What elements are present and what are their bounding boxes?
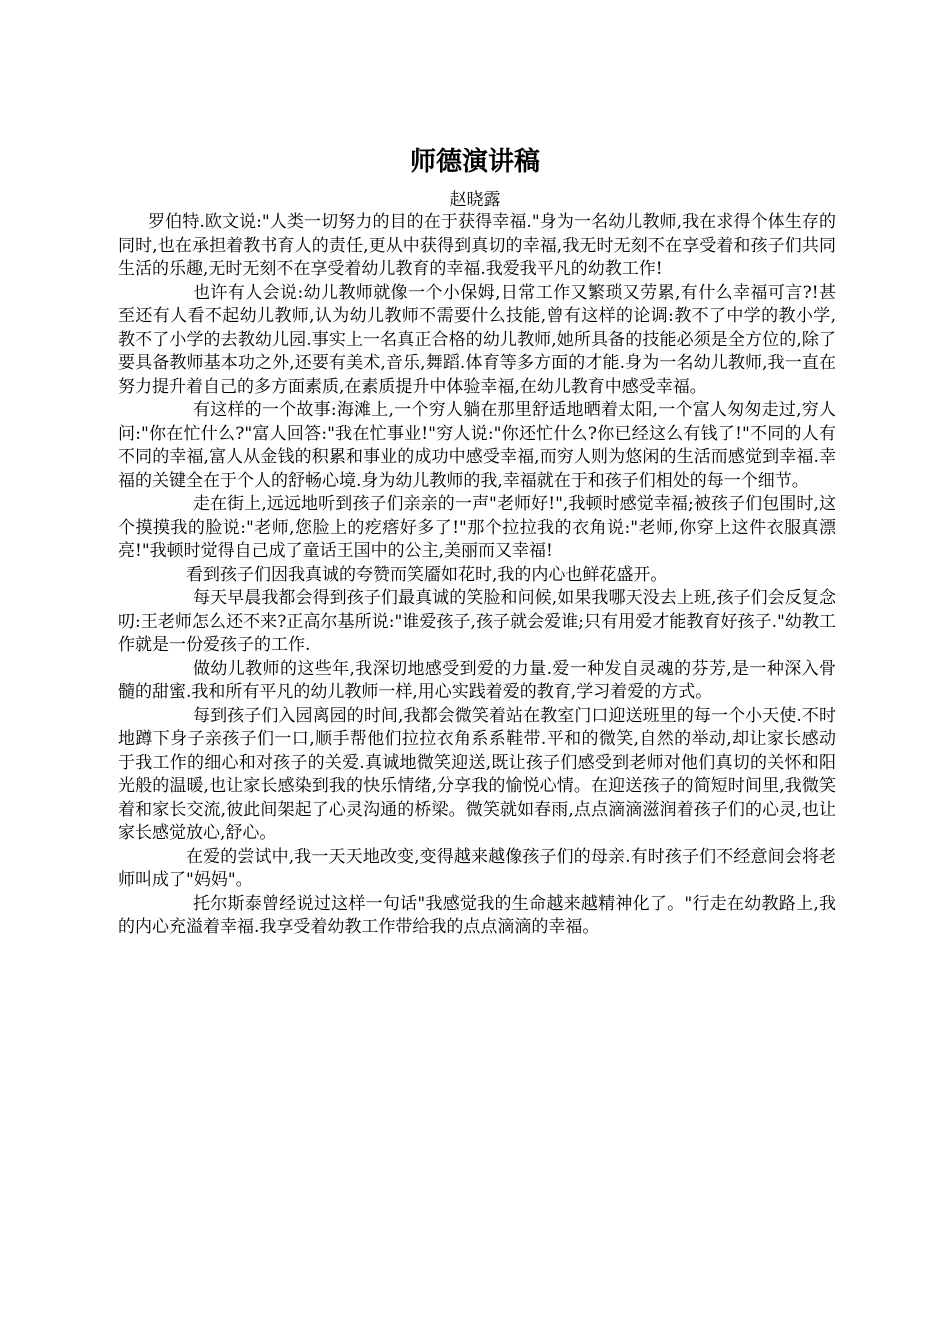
paragraph-9: 在爱的尝试中,我一天天地改变,变得越来越像孩子们的母亲.有时孩子们不经意间会将老师叫成了"妈妈"。 (118, 846, 836, 890)
paragraph-2: 也许有人会说:幼儿教师就像一个小保姆,日常工作又繁琐又劳累,有什么幸福可言?!甚至还有人看不起幼儿教师,认为幼儿教师不需要什么技能,曾有这样的论调:教不了中学的教小学,教不了小学的去教幼儿园.事实上一名真正合格的幼儿教师,她所具备的技能必须是全方位的,除了要具备教师基本功之外,还要有美术,音乐,舞蹈.体育等多方面的才能.身为一名幼儿教师,我一直在努力提升着自己的多方面素质,在素质提升中体验幸福,在幼儿教育中感受幸福。 (118, 282, 836, 397)
paragraph-7: 做幼儿教师的这些年,我深切地感受到爱的力量.爱一种发自灵魂的芬芳,是一种深入骨髓的甜蜜.我和所有平凡的幼儿教师一样,用心实践着爱的教育,学习着爱的方式。 (118, 658, 836, 702)
paragraph-1: 罗伯特.欧文说:"人类一切努力的目的在于获得幸福."身为一名幼儿教师,我在求得个体生存的同时,也在承担着教书育人的责任,更从中获得到真切的幸福,我无时无刻不在享受着和孩子们共同生活的乐趣,无时无刻不在享受着幼儿教育的幸福.我爱我平凡的幼教工作! (118, 212, 836, 279)
paragraph-3: 有这样的一个故事:海滩上,一个穷人躺在那里舒适地晒着太阳,一个富人匆匆走过,穷人问:"你在忙什么?"富人回答:"我在忙事业!"穷人说:"你还忙什么?你已经这么有钱了!"不同的人有不同的幸福,富人从金钱的积累和事业的成功中感受幸福,而穷人则为悠闲的生活而感觉到幸福.幸福的关键全在于个人的舒畅心境.身为幼儿教师的我,幸福就在于和孩子们相处的每一个细节。 (118, 400, 836, 491)
paragraph-4: 走在街上,远远地听到孩子们亲亲的一声"老师好!",我顿时感觉幸福;被孩子们包围时,这个摸摸我的脸说:"老师,您脸上的疙瘩好多了!"那个拉拉我的衣角说:"老师,你穿上这件衣服真漂亮!"我顿时觉得自己成了童话王国中的公主,美丽而又幸福! (118, 494, 836, 561)
paragraph-10: 托尔斯泰曾经说过这样一句话"我感觉我的生命越来越精神化了。"行走在幼教路上,我的内心充溢着幸福.我享受着幼教工作带给我的点点滴滴的幸福。 (118, 893, 836, 937)
paragraph-6: 每天早晨我都会得到孩子们最真诚的笑脸和问候,如果我哪天没去上班,孩子们会反复念叨:王老师怎么还不来?正高尔基所说:"谁爱孩子,孩子就会爱谁;只有用爱才能教育好孩子."幼教工作就是一份爱孩子的工作. (118, 588, 836, 655)
paragraph-5: 看到孩子们因我真诚的夸赞而笑靥如花时,我的内心也鲜花盛开。 (186, 564, 668, 585)
document-body (118, 211, 836, 940)
paragraph-8: 每到孩子们入园离园的时间,我都会微笑着站在教室门口迎送班里的每一个小天使.不时地蹲下身子亲孩子们一口,顺手帮他们拉拉衣角系系鞋带.平和的微笑,自然的举动,却让家长感动于我工作的细心和对孩子的关爱.真诚地微笑迎送,既让孩子们感受到老师对他们真切的关怀和阳光般的温暖,也让家长感染到我的快乐情绪,分享我的愉悦心情。在迎送孩子的简短时间里,我微笑着和家长交流,彼此间架起了心灵沟通的桥梁。微笑就如春雨,点点滴滴滋润着孩子们的心灵,也让家长感觉放心,舒心。 (118, 705, 836, 843)
document-author: 赵晓露 (449, 190, 501, 210)
document-title: 师德演讲稿 (409, 147, 540, 177)
